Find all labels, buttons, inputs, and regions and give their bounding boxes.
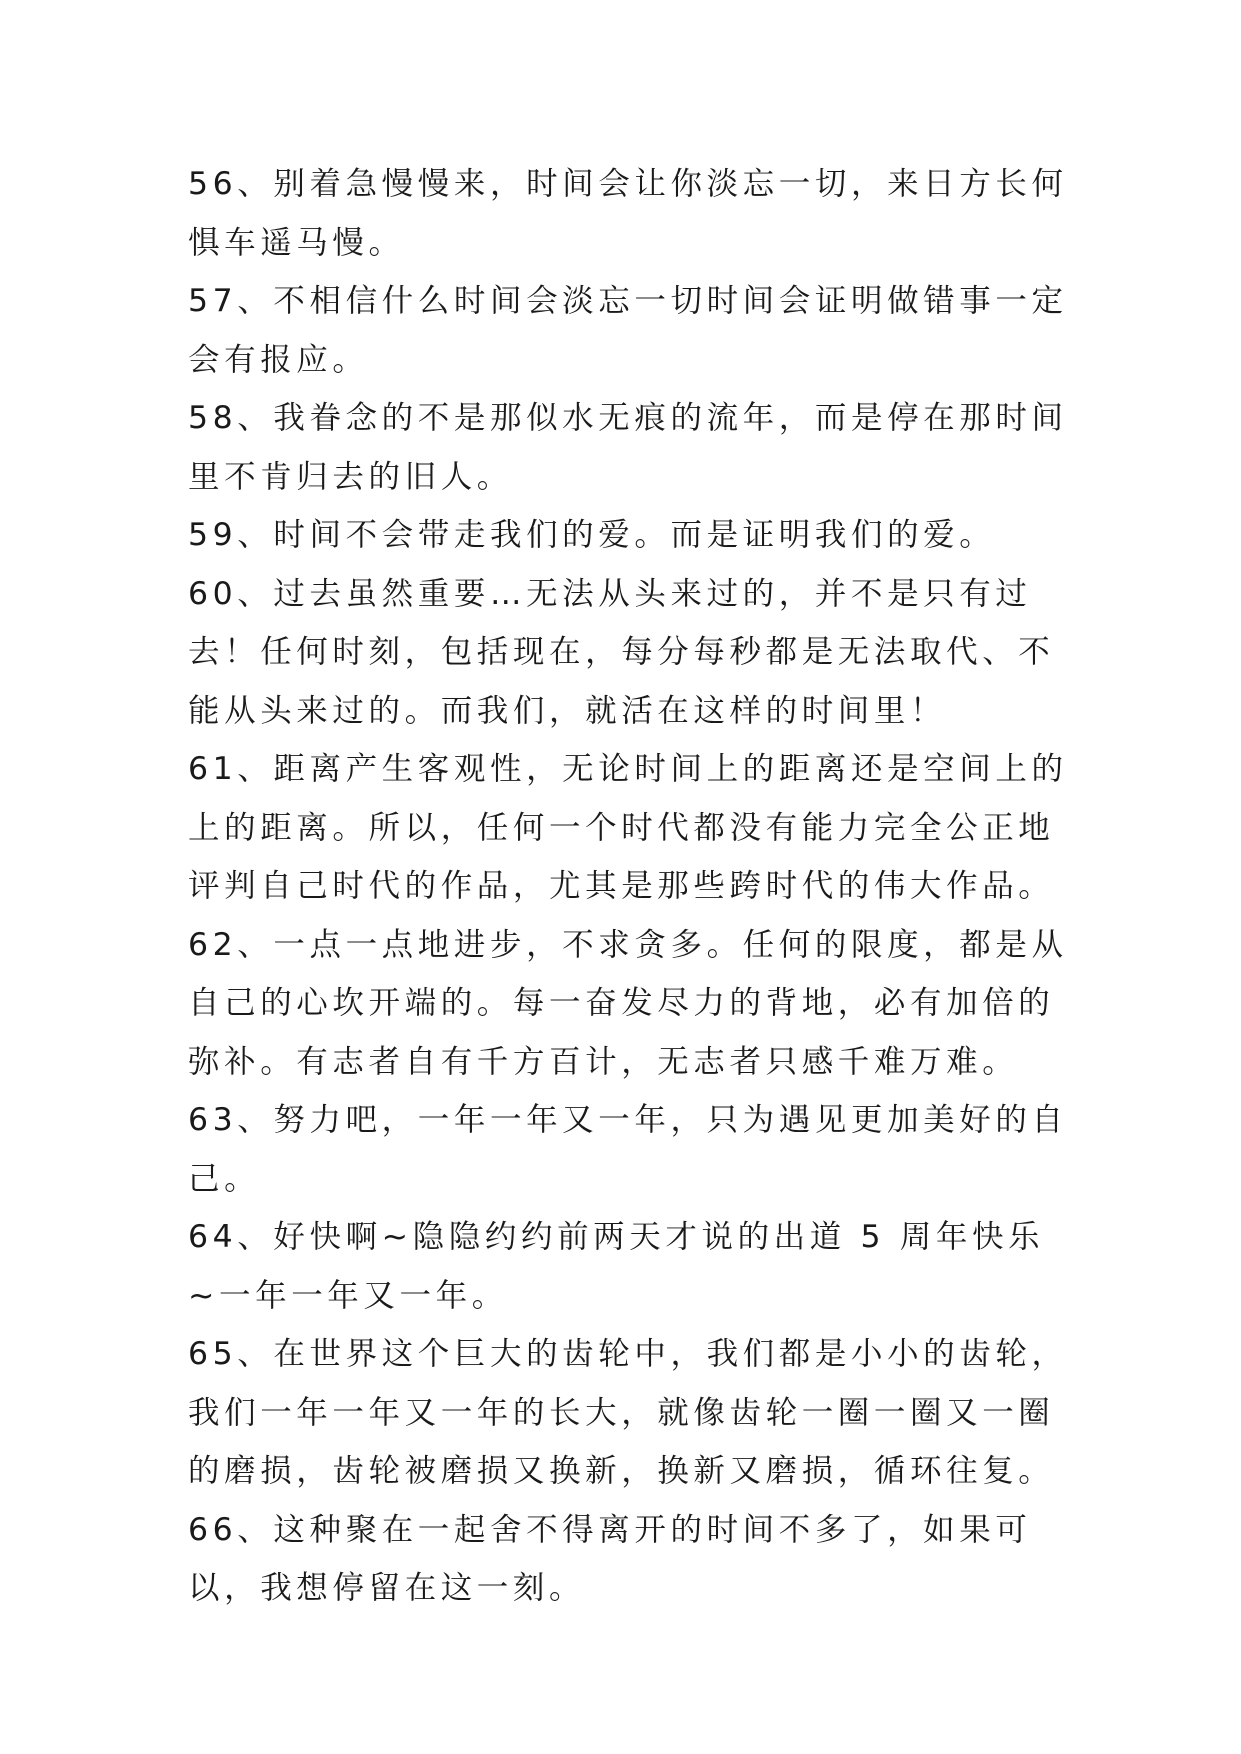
list-item: 66、这种聚在一起舍不得离开的时间不多了，如果可以，我想停留在这一刻。 [188,1511,1032,1606]
list-item: 58、我眷念的不是那似水无痕的流年，而是停在那时间里不肯归去的旧人。 [188,400,1068,495]
document-body [188,155,1068,1618]
list-item: 61、距离产生客观性，无论时间上的距离还是空间上的上的距离。所以，任何一个时代都没有能力完全公正地评判自己时代的作品，尤其是那些跨时代的伟大作品。 [188,751,1068,904]
list-item: 65、在世界这个巨大的齿轮中，我们都是小小的齿轮，我们一年一年又一年的长大，就像齿轮一圈一圈又一圈的磨损，齿轮被磨损又换新，换新又磨损，循环往复。 [188,1336,1068,1489]
list-item: 56、别着急慢慢来，时间会让你淡忘一切，来日方长何惧车遥马慢。 [188,166,1068,261]
list-item: 57、不相信什么时间会淡忘一切时间会证明做错事一定会有报应。 [188,283,1068,378]
list-item: 62、一点一点地进步，不求贪多。任何的限度，都是从自己的心坎开端的。每一奋发尽力的背地，必有加倍的弥补。有志者自有千方百计，无志者只感千难万难。 [188,926,1068,1080]
list-item: 60、过去虽然重要…无法从头来过的，并不是只有过去！任何时刻，包括现在，每分每秒都是无法取代、不能从头来过的。而我们，就活在这样的时间里！ [188,575,1055,729]
list-item: 63、努力吧，一年一年又一年，只为遇见更加美好的自己。 [188,1102,1068,1197]
list-item: 59、时间不会带走我们的爱。而是证明我们的爱。 [188,517,996,553]
list-item: 64、好快啊~隐隐约约前两天才说的出道 5 周年快乐~一年一年又一年。 [188,1219,1045,1314]
